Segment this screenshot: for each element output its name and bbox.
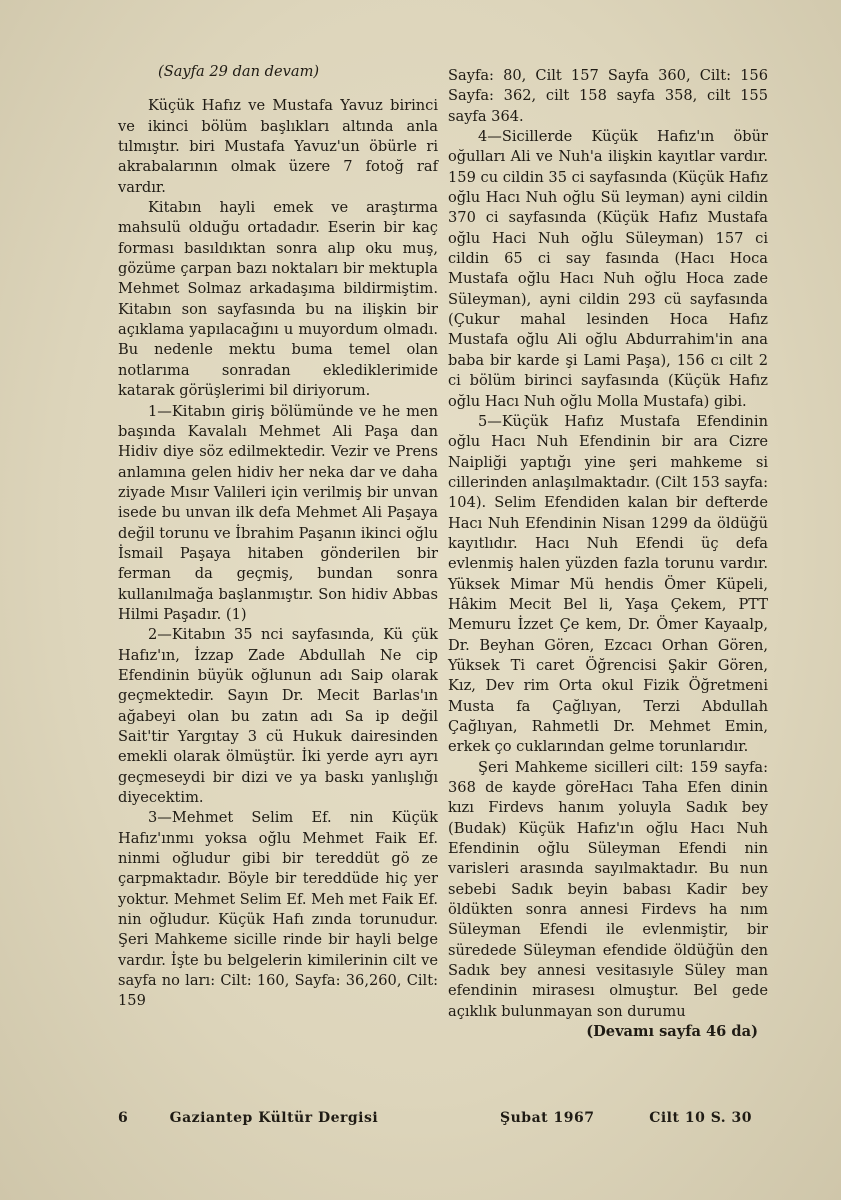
paragraph: Küçük Hafız ve Mustafa Yavuz birinci ve ikinci bölüm başlıkları altında anla tılmıştır. biri Mustafa Yavuz'un öbürle ri akrabalarının olmak üzere 7 fotoğ raf vardır. — [118, 97, 438, 196]
paragraph: 5—Küçük Hafız Mustafa Efendinin oğlu Hacı Nuh Efendinin bir ara Cizre Naipliği yaptığı yine şeri mahkeme si cillerinden anlaşılmaktadır. (Cilt 153 sayfa: 104). Selim Efendiden kalan bir defterde Hacı Nuh Efendinin Nisan 1299 da öldüğü kayıtlıdır. Hacı Nuh Efendi üç defa evlenmiş halen yüzden fazla torunu vardır. Yüksek Mimar Mü hendis Ömer Küpeli, Hâkim Mecit Bel li, Yaşa Çekem, PTT Memuru İzzet Çe kem, Dr. Ömer Kayaalp, Dr. Beyhan Gören, Ezcacı Orhan Gören, Yüksek Ti caret Öğrencisi Şakir Gören, Kız, Dev rim Orta okul Fizik Öğretmeni Musta fa Çağlıyan, Terzi Abdullah Çağlıyan, Rahmetli Dr. Mehmet Emin, erkek ço cuklarından gelme torunlarıdır. — [448, 412, 768, 756]
left-column — [118, 62, 438, 1012]
paragraph: 3—Mehmet Selim Ef. nin Küçük Hafız'ınmı yoksa oğlu Mehmet Faik Ef. ninmi oğludur gibi bir tereddüt gö ze çarpmaktadır. Böyle bir tereddüde hiç yer yoktur. Mehmet Selim Ef. Meh met Faik Ef. nin oğludur. Küçük Hafı zında torunudur. Şeri Mahkeme sicille rinde bir hayli belge vardır. İşte bu belgelerin kimilerinin cilt ve sayfa no ları: Cilt: 160, Sayfa: 36,260, Cilt: 159 — [118, 809, 438, 1010]
paragraph: 4—Sicillerde Küçük Hafız'ın öbür oğulları Ali ve Nuh'a ilişkin kayıtlar vardır. 159 cu cildin 35 ci sayfasında (Küçük Hafız oğlu Hacı Nuh oğlu Sü leyman) ayni cildin 370 ci sayfasında (Küçük Hafız Mustafa oğlu Haci Nuh oğlu Süleyman) 157 ci cildin 65 ci say fasında (Hacı Hoca Mustafa oğlu Hacı Nuh oğlu Hoca zade Süleyman), ayni cildin 293 cü sayfasında (Çukur mahal lesinden Hoca Hafız Mustafa oğlu Ali oğlu Abdurrahim'in ana baba bir karde şi Lami Paşa), 156 cı cilt 2 ci bölüm birinci sayfasında (Küçük Hafız oğlu Hacı Nuh oğlu Molla Mustafa) gibi. — [448, 128, 768, 410]
footer-right — [500, 1110, 752, 1126]
paragraph: 2—Kitabın 35 nci sayfasında, Kü çük Hafız'ın, İzzap Zade Abdullah Ne cip Efendinin büyük oğlunun adı Saip olarak geçmektedir. Sayın Dr. Mecit Barlas'ın ağabeyi olan bu zatın adı Sa ip değil Sait'tir Yargıtay 3 cü Hukuk dairesinden emekli olarak ölmüştür. İki yerde ayrı ayrı geçmeseydi bir dizi ve ya baskı yanlışlığı diyecektim. — [118, 626, 438, 807]
paragraph: Kitabın hayli emek ve araştırma mahsulü olduğu ortadadır. Eserin bir kaç forması basıldıktan sonra alıp oku muş, gözüme çarpan bazı noktaları bir mektupla Mehmet Solmaz arkadaşıma bildirmiştim. Kitabın son sayfasında bu na ilişkin bir açıklama yapılacağını u muyordum olmadı. Bu nedenle mektu buma temel olan notlarıma sonradan eklediklerimide katarak görüşlerimi bil diriyorum. — [118, 199, 438, 400]
journal-title: Gaziantep Kültür Dergisi — [169, 1110, 379, 1126]
page-number: 6 — [118, 1110, 129, 1126]
issue-date: Şubat 1967 — [500, 1110, 595, 1126]
footer-left — [118, 1110, 378, 1126]
paragraph: Sayfa: 80, Cilt 157 Sayfa 360, Cilt: 156 Sayfa: 362, cilt 158 sayfa 358, cilt 155 sayfa 364. — [448, 67, 768, 125]
continued-from-note: (Sayfa 29 dan devam) — [158, 63, 320, 80]
paragraph: Şeri Mahkeme sicilleri cilt: 159 sayfa: 368 de kayde göreHacı Taha Efen dinin kızı Firdevs hanım yoluyla Sadık bey (Budak) Küçük Hafız'ın oğlu Hacı Nuh Efendinin oğlu Süleyman Efendi nin varisleri arasında sayılmaktadır. Bu nun sebebi Sadık beyin babası Kadir bey öldükten sonra annesi Firdevs ha nım Süleyman Efendi ile evlenmiştir, bir süredede Süleyman efendide öldüğün den Sadık bey annesi vesitasıyle Süley man efendinin mirasesı olmuştur. Bel gede açıklık bulunmayan son durumu — [448, 758, 768, 1020]
right-column — [448, 66, 768, 1043]
volume-issue: Cilt 10 S. 30 — [649, 1110, 753, 1126]
paragraph: 1—Kitabın giriş bölümünde ve he men başında Kavalalı Mehmet Ali Paşa dan Hidiv diye söz edilmektedir. Vezir ve Prens anlamına gelen hidiv her neka dar ve daha ziyade Mısır Valileri için verilmiş bir unvan isede bu unvan ilk defa Mehmet Ali Paşaya değil torunu ve İbrahim Paşanın ikinci oğlu İsmail Paşaya hitaben gönderilen bir ferman da geçmiş, bundan sonra kullanılmağa başlanmıştır. Son hidiv Abbas Hilmi Paşadır. (1) — [118, 402, 439, 623]
continued-on-note: (Devamı sayfa 46 da) — [586, 1023, 758, 1041]
